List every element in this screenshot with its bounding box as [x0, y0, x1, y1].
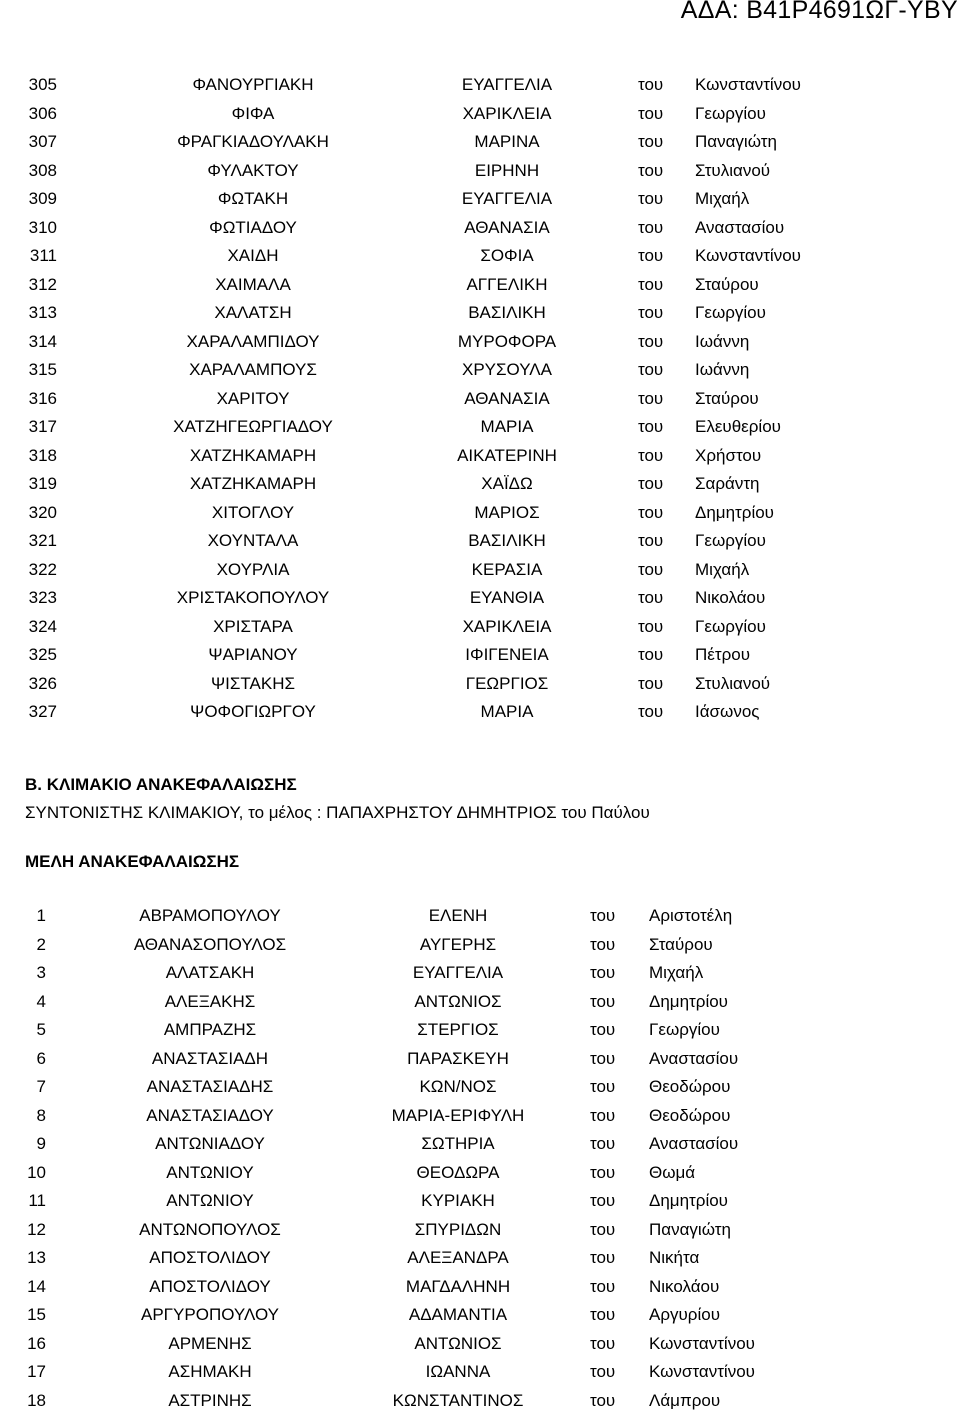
- tou-cell: του: [590, 1276, 616, 1296]
- patronymic-cell: Αναστασίου: [649, 1048, 739, 1068]
- row-number: 314: [28, 331, 57, 351]
- patronymic-cell: Γεωργίου: [695, 303, 766, 322]
- row-number: 305: [28, 75, 57, 94]
- surname-cell: ΧΟΥΝΤΑΛΑ: [207, 531, 299, 550]
- patronymic-cell: Κωνσταντίνου: [695, 246, 801, 265]
- patronymic-cell: Κωνσταντίνου: [695, 75, 801, 94]
- tou-cell: του: [638, 360, 664, 379]
- row-number: 18: [27, 1390, 46, 1410]
- first-name-cell: ΑΘΑΝΑΣΙΑ: [464, 217, 550, 237]
- first-name-cell: ΧΑΪΔΩ: [481, 474, 533, 493]
- surname-cell: ΧΑΤΖΗΚΑΜΑΡΗ: [189, 474, 317, 493]
- first-name-cell: ΕΥΑΓΓΕΛΙΑ: [412, 963, 504, 982]
- first-name-cell: ΒΑΣΙΛΙΚΗ: [468, 531, 546, 550]
- tou-cell: του: [590, 934, 616, 954]
- surname-cell: ΑΠΟΣΤΟΛΙΔΟΥ: [149, 1276, 271, 1296]
- patronymic-cell: Παναγιώτη: [695, 132, 777, 151]
- first-name-cell: ΚΩΝ/ΝΟΣ: [419, 1077, 497, 1096]
- patronymic-cell: Κωνσταντίνου: [649, 1333, 755, 1353]
- coordinator-line: ΣΥΝΤΟΝΙΣΤΗΣ ΚΛΙΜΑΚΙΟΥ, το μέλος : ΠΑΠΑΧΡΗΣΤΟΥ ΔΗΜΗΤΡΙΟΣ του Παύλου: [25, 803, 650, 822]
- tou-cell: του: [638, 559, 664, 579]
- first-name-cell: ΑΘΑΝΑΣΙΑ: [464, 388, 550, 408]
- row-number: 315: [28, 360, 57, 379]
- surname-cell: ΑΝΤΩΝΟΠΟΥΛΟΣ: [139, 1219, 281, 1239]
- surname-cell: ΑΣΗΜΑΚΗ: [168, 1362, 252, 1381]
- tou-cell: του: [638, 645, 664, 664]
- patronymic-cell: Γεωργίου: [695, 531, 766, 550]
- row-number: 8: [36, 1105, 46, 1125]
- patronymic-cell: Σταύρου: [649, 934, 713, 954]
- row-number: 309: [28, 189, 57, 208]
- tou-cell: του: [590, 1390, 616, 1410]
- first-name-cell: ΚΕΡΑΣΙΑ: [471, 559, 543, 579]
- surname-cell: ΑΘΑΝΑΣΟΠΟΥΛΟΣ: [133, 934, 287, 954]
- first-name-cell: ΕΥΑΓΓΕΛΙΑ: [461, 75, 553, 94]
- surname-cell: ΑΝΑΣΤΑΣΙΑΔΗ: [151, 1048, 269, 1068]
- row-number: 326: [28, 673, 57, 693]
- patronymic-cell: Λάμπρου: [649, 1390, 721, 1410]
- row-number: 306: [28, 103, 57, 123]
- first-name-cell: ΑΛΕΞΑΝΔΡΑ: [407, 1248, 509, 1267]
- tou-cell: του: [590, 1020, 616, 1039]
- row-number: 7: [36, 1077, 46, 1096]
- tou-cell: του: [590, 1191, 616, 1210]
- row-number: 9: [36, 1134, 46, 1153]
- first-name-cell: ΣΠΥΡΙΔΩΝ: [414, 1219, 502, 1239]
- tou-cell: του: [638, 246, 664, 265]
- first-name-cell: ΘΕΟΔΩΡΑ: [416, 1162, 500, 1182]
- surname-cell: ΑΝΤΩΝΙΑΔΟΥ: [155, 1134, 265, 1153]
- surname-cell: ΑΝΑΣΤΑΣΙΑΔΟΥ: [146, 1105, 274, 1125]
- surname-cell: ΧΡΙΣΤΑΡΑ: [213, 616, 293, 636]
- row-number: 321: [28, 531, 57, 550]
- row-number: 325: [28, 645, 57, 664]
- patronymic-cell: Νικολάου: [649, 1276, 720, 1296]
- patronymic-cell: Νικήτα: [649, 1248, 700, 1267]
- first-name-cell: ΜΑΡΙΑ-ΕΡΙΦΥΛΗ: [391, 1105, 525, 1125]
- surname-cell: ΑΡΓΥΡΟΠΟΥΛΟΥ: [141, 1305, 279, 1324]
- tou-cell: του: [638, 189, 664, 208]
- surname-cell: ΧΑΛΑΤΣΗ: [214, 303, 292, 322]
- tou-cell: του: [638, 531, 664, 550]
- surname-cell: ΧΑΡΑΛΑΜΠΙΔΟΥ: [186, 331, 320, 351]
- tou-cell: του: [638, 502, 664, 522]
- patronymic-cell: Κωνσταντίνου: [649, 1362, 755, 1381]
- patronymic-cell: Πέτρου: [695, 645, 750, 664]
- first-name-cell: ΒΑΣΙΛΙΚΗ: [468, 303, 546, 322]
- surname-cell: ΦΥΛΑΚΤΟΥ: [207, 160, 299, 180]
- surname-cell: ΧΑΤΖΗΓΕΩΡΓΙΑΔΟΥ: [173, 417, 333, 436]
- row-number: 3: [36, 963, 46, 982]
- row-number: 4: [36, 991, 46, 1011]
- tou-cell: του: [638, 160, 664, 180]
- first-name-cell: ΑΔΑΜΑΝΤΙΑ: [408, 1305, 508, 1324]
- first-name-cell: ΧΑΡΙΚΛΕΙΑ: [462, 103, 552, 123]
- patronymic-cell: Μιχαήλ: [649, 963, 704, 982]
- patronymic-cell: Δημητρίου: [695, 502, 774, 522]
- surname-cell: ΧΙΤΟΓΛΟΥ: [211, 502, 295, 522]
- first-name-cell: ΜΑΡΙΑ: [480, 702, 534, 721]
- tou-cell: του: [638, 702, 664, 721]
- row-number: 10: [27, 1162, 46, 1182]
- surname-cell: ΨΙΣΤΑΚΗΣ: [210, 673, 296, 693]
- patronymic-cell: Στυλιανού: [695, 160, 771, 180]
- first-name-cell: ΕΥΑΝΘΙΑ: [469, 588, 545, 607]
- patronymic-cell: Μιχαήλ: [695, 189, 750, 208]
- surname-cell: ΑΝΤΩΝΙΟΥ: [166, 1162, 254, 1182]
- surname-cell: ΧΑΙΔΗ: [227, 246, 279, 265]
- tou-cell: του: [638, 388, 664, 408]
- row-number: 317: [28, 417, 57, 436]
- surname-cell: ΦΙΦΑ: [231, 103, 275, 123]
- surname-cell: ΑΛΑΤΣΑΚΗ: [165, 963, 255, 982]
- first-name-cell: ΣΟΦΙΑ: [480, 246, 534, 265]
- row-number: 12: [27, 1219, 46, 1239]
- surname-cell: ΑΡΜΕΝΗΣ: [168, 1333, 252, 1353]
- first-name-cell: ΕΛΕΝΗ: [428, 906, 488, 925]
- row-number: 322: [28, 559, 57, 579]
- surname-cell: ΑΝΤΩΝΙΟΥ: [166, 1191, 254, 1210]
- surname-cell: ΧΡΙΣΤΑΚΟΠΟΥΛΟΥ: [176, 588, 330, 607]
- tou-cell: του: [638, 445, 664, 465]
- tou-cell: του: [638, 417, 664, 436]
- patronymic-cell: Ιάσωνος: [695, 702, 760, 721]
- tou-cell: του: [590, 1077, 616, 1096]
- tou-cell: του: [638, 103, 664, 123]
- surname-cell: ΑΛΕΞΑΚΗΣ: [164, 991, 256, 1011]
- first-name-cell: ΕΙΡΗΝΗ: [474, 160, 540, 180]
- tou-cell: του: [590, 1048, 616, 1068]
- row-number: 13: [27, 1248, 46, 1267]
- first-name-cell: ΚΩΝΣΤΑΝΤΙΝΟΣ: [392, 1390, 524, 1410]
- tou-cell: του: [638, 303, 664, 322]
- row-number: 316: [28, 388, 57, 408]
- tou-cell: του: [590, 963, 616, 982]
- row-number: 1: [36, 906, 46, 925]
- surname-cell: ΧΑΤΖΗΚΑΜΑΡΗ: [189, 445, 317, 465]
- patronymic-cell: Σταύρου: [695, 388, 759, 408]
- first-name-cell: ΣΩΤΗΡΙΑ: [421, 1134, 495, 1153]
- row-number: 6: [36, 1048, 46, 1068]
- tou-cell: του: [590, 1362, 616, 1381]
- surname-cell: ΧΟΥΡΛΙΑ: [216, 559, 290, 579]
- patronymic-cell: Παναγιώτη: [649, 1219, 731, 1239]
- patronymic-cell: Γεωργίου: [649, 1020, 720, 1039]
- patronymic-cell: Στυλιανού: [695, 673, 771, 693]
- tou-cell: του: [590, 1305, 616, 1324]
- surname-cell: ΧΑΡΙΤΟΥ: [216, 388, 290, 408]
- surname-cell: ΑΝΑΣΤΑΣΙΑΔΗΣ: [146, 1077, 274, 1096]
- row-number: 310: [28, 217, 57, 237]
- row-number: 318: [28, 445, 57, 465]
- tou-cell: του: [638, 75, 664, 94]
- patronymic-cell: Θεοδώρου: [649, 1077, 731, 1096]
- first-name-cell: ΣΤΕΡΓΙΟΣ: [417, 1020, 499, 1039]
- tou-cell: του: [590, 1134, 616, 1153]
- first-name-cell: ΜΥΡΟΦΟΡΑ: [457, 331, 557, 351]
- tou-cell: του: [638, 132, 664, 151]
- row-number: 312: [28, 274, 57, 294]
- row-number: 311: [29, 246, 57, 265]
- first-name-cell: ΑΝΤΩΝΙΟΣ: [414, 1333, 502, 1353]
- tou-cell: του: [590, 1162, 616, 1182]
- ada-identifier: ΑΔΑ: Β41Ρ4691ΩΓ-ΥΒΥ: [680, 0, 958, 24]
- row-number: 17: [27, 1362, 46, 1381]
- tou-cell: του: [590, 1219, 616, 1239]
- first-name-cell: ΜΑΡΙΟΣ: [474, 502, 540, 522]
- row-number: 2: [36, 934, 46, 954]
- surname-cell: ΦΩΤΑΚΗ: [217, 189, 289, 208]
- surname-cell: ΨΑΡΙΑΝΟΥ: [208, 645, 298, 664]
- surname-cell: ΦΑΝΟΥΡΓΙΑΚΗ: [192, 75, 314, 94]
- patronymic-cell: Θωμά: [649, 1162, 696, 1182]
- first-name-cell: ΑΝΤΩΝΙΟΣ: [414, 991, 502, 1011]
- surname-cell: ΑΠΟΣΤΟΛΙΔΟΥ: [149, 1248, 271, 1267]
- first-name-cell: ΑΥΓΕΡΗΣ: [419, 934, 497, 954]
- tou-cell: του: [638, 588, 664, 607]
- surname-cell: ΦΡΑΓΚΙΑΔΟΥΛΑΚΗ: [177, 132, 329, 151]
- section-heading: Β. ΚΛΙΜΑΚΙΟ ΑΝΑΚΕΦΑΛΑΙΩΣΗΣ: [25, 775, 297, 794]
- patronymic-cell: Σαράντη: [695, 474, 760, 493]
- first-name-cell: ΧΑΡΙΚΛΕΙΑ: [462, 616, 552, 636]
- patronymic-cell: Αργυρίου: [649, 1305, 721, 1324]
- surname-cell: ΨΟΦΟΓΙΩΡΓΟΥ: [190, 702, 316, 721]
- tou-cell: του: [590, 1248, 616, 1267]
- patronymic-cell: Θεοδώρου: [649, 1105, 731, 1125]
- row-number: 14: [27, 1276, 46, 1296]
- surname-cell: ΧΑΙΜΑΛΑ: [215, 274, 291, 294]
- surname-cell: ΑΣΤΡΙΝΗΣ: [168, 1390, 252, 1410]
- first-name-cell: ΧΡΥΣΟΥΛΑ: [462, 360, 552, 379]
- patronymic-cell: Ιωάννη: [695, 360, 750, 379]
- members-heading: ΜΕΛΗ ΑΝΑΚΕΦΑΛΑΙΩΣΗΣ: [25, 852, 240, 871]
- patronymic-cell: Δημητρίου: [649, 1191, 728, 1210]
- first-name-cell: ΜΑΡΙΑ: [480, 417, 534, 436]
- row-number: 320: [28, 502, 57, 522]
- row-number: 307: [28, 132, 57, 151]
- row-number: 15: [27, 1305, 46, 1324]
- patronymic-cell: Αναστασίου: [649, 1134, 739, 1153]
- patronymic-cell: Γεωργίου: [695, 103, 766, 123]
- row-number: 323: [28, 588, 57, 607]
- surname-cell: ΑΒΡΑΜΟΠΟΥΛΟΥ: [139, 906, 281, 925]
- surname-cell: ΑΜΠΡΑΖΗΣ: [163, 1020, 257, 1039]
- patronymic-cell: Χρήστου: [695, 445, 762, 465]
- tou-cell: του: [590, 991, 616, 1011]
- tou-cell: του: [590, 1333, 616, 1353]
- tou-cell: του: [590, 1105, 616, 1125]
- tou-cell: του: [638, 274, 664, 294]
- patronymic-cell: Ιωάννη: [695, 331, 750, 351]
- tou-cell: του: [638, 474, 664, 493]
- first-name-cell: ΕΥΑΓΓΕΛΙΑ: [461, 189, 553, 208]
- patronymic-cell: Μιχαήλ: [695, 559, 750, 579]
- row-number: 327: [28, 702, 57, 721]
- tou-cell: του: [638, 217, 664, 237]
- row-number: 308: [28, 160, 57, 180]
- tou-cell: του: [638, 331, 664, 351]
- first-name-cell: ΠΑΡΑΣΚΕΥΗ: [407, 1048, 509, 1068]
- row-number: 11: [28, 1191, 46, 1210]
- surname-cell: ΦΩΤΙΑΔΟΥ: [209, 217, 297, 237]
- first-name-cell: ΙΩΑΝΝΑ: [425, 1362, 491, 1381]
- patronymic-cell: Σταύρου: [695, 274, 759, 294]
- row-number: 324: [28, 616, 57, 636]
- patronymic-cell: Νικολάου: [695, 588, 766, 607]
- first-name-cell: ΙΦΙΓΕΝΕΙΑ: [465, 645, 549, 664]
- first-name-cell: ΜΑΡΙΝΑ: [474, 132, 540, 151]
- first-name-cell: ΜΑΓΔΑΛΗΝΗ: [405, 1276, 511, 1296]
- tou-cell: του: [638, 673, 664, 693]
- patronymic-cell: Δημητρίου: [649, 991, 728, 1011]
- tou-cell: του: [590, 906, 616, 925]
- row-number: 5: [36, 1020, 46, 1039]
- row-number: 16: [27, 1333, 46, 1353]
- first-name-cell: ΑΓΓΕΛΙΚΗ: [466, 274, 548, 294]
- patronymic-cell: Αναστασίου: [695, 217, 785, 237]
- row-number: 319: [28, 474, 57, 493]
- surname-cell: ΧΑΡΑΛΑΜΠΟΥΣ: [189, 360, 317, 379]
- tou-cell: του: [638, 616, 664, 636]
- patronymic-cell: Αριστοτέλη: [649, 906, 733, 925]
- row-number: 313: [28, 303, 57, 322]
- patronymic-cell: Ελευθερίου: [695, 417, 781, 436]
- first-name-cell: ΑΙΚΑΤΕΡΙΝΗ: [457, 445, 557, 465]
- first-name-cell: ΓΕΩΡΓΙΟΣ: [465, 673, 549, 693]
- patronymic-cell: Γεωργίου: [695, 616, 766, 636]
- first-name-cell: ΚΥΡΙΑΚΗ: [421, 1191, 495, 1210]
